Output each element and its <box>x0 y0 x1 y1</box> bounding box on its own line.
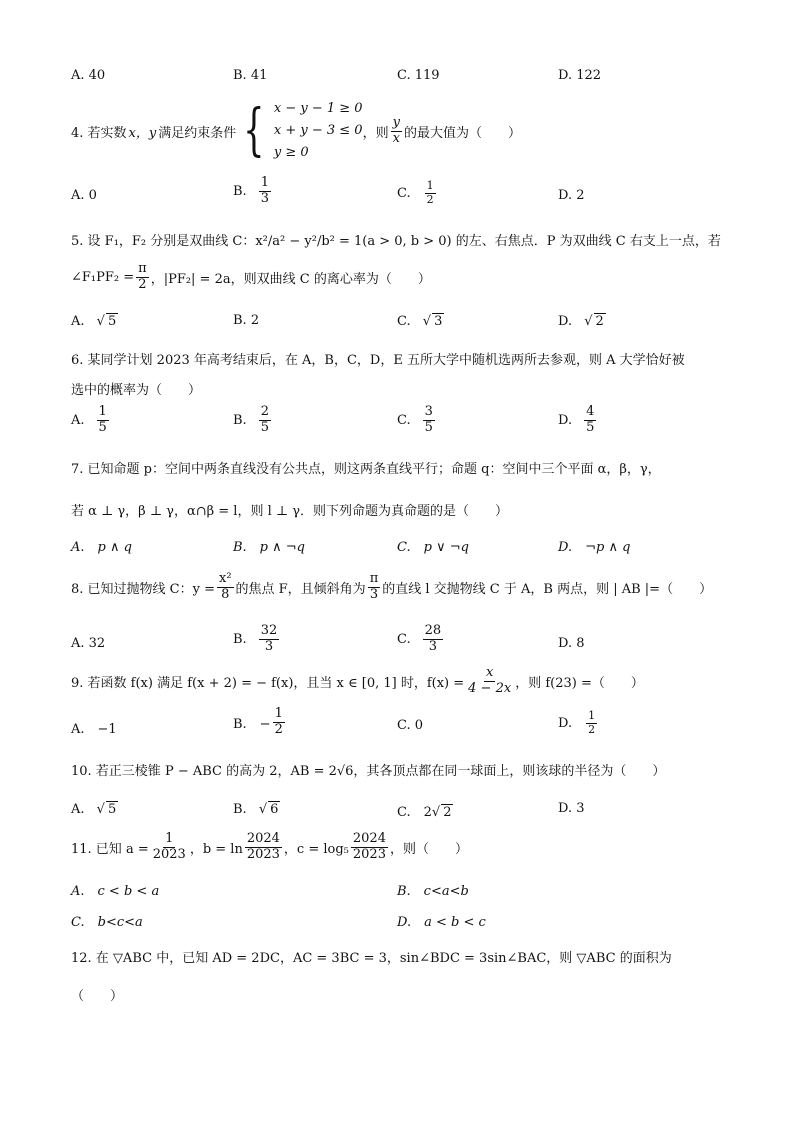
q8-option-b-num: 32 <box>260 623 278 638</box>
q6-option-c-num: 3 <box>424 404 433 419</box>
q9-option-d-label: D. <box>558 715 573 731</box>
q3-option-c: C. 119 <box>397 68 440 83</box>
q10-option-c-label: C. 2 <box>397 805 432 820</box>
q9-option-b-label: B. − <box>233 716 271 732</box>
q8-frac2-num: π <box>369 571 379 586</box>
sqrt-icon: √ <box>96 802 105 817</box>
q9-option-b-num: 1 <box>274 706 283 721</box>
q7-option-b: B. p ∧ ¬q <box>233 540 306 555</box>
q10-option-a-val: 5 <box>107 802 117 817</box>
q5-line2-post: ，|PF₂| = 2a，则双曲线 C 的离心率为（ ） <box>150 271 431 287</box>
q4-frac-num: y <box>392 114 400 130</box>
brace-icon: { <box>243 98 265 163</box>
q7-option-a: A. p ∧ q <box>71 540 132 555</box>
q3-option-b: B. 41 <box>233 68 268 83</box>
q11-stem-pre: 11. 已知 a = <box>71 841 149 857</box>
q6-option-b-num: 2 <box>260 404 269 419</box>
q5-option-d-val: 2 <box>595 314 604 329</box>
q11-option-d: D. a < b < c <box>397 915 486 930</box>
q6-option-d-label: D. <box>558 412 573 428</box>
q5-angle: ∠F₁PF₂ = <box>71 269 135 285</box>
q8-option-b <box>233 624 281 655</box>
q3-option-d: D. 122 <box>558 68 602 83</box>
q7-line2: 若 α ⊥ γ，β ⊥ γ，α∩β = l，则 l ⊥ γ．则下列命题为真命题的是（ ） <box>71 504 508 519</box>
q9-option-b-den: 2 <box>274 721 283 737</box>
q5-line2 <box>71 262 431 293</box>
q4-option-b-label: B. <box>233 183 247 199</box>
q6-option-c <box>397 405 437 436</box>
q8-stem-pre: 8. 已知过抛物线 C：y = <box>71 581 215 597</box>
q6-option-c-label: C. <box>397 412 411 428</box>
q4-option-b <box>233 176 273 207</box>
q9-option-d <box>558 710 599 736</box>
q4-fraction <box>391 116 402 147</box>
q6-option-d-num: 4 <box>586 404 595 419</box>
q5-option-c-label: C. <box>397 314 411 329</box>
q6-option-b-den: 5 <box>260 419 269 435</box>
q10-option-c <box>397 801 453 820</box>
q9-option-c: C. 0 <box>397 718 424 733</box>
q11-option-b: B. c<a<b <box>397 884 469 899</box>
q6-line2: 选中的概率为（ ） <box>71 383 202 398</box>
q5-option-d-label: D. <box>558 314 573 329</box>
q11-b-pre: ，b = ln <box>189 841 243 857</box>
q4-frac-den: x <box>392 130 400 146</box>
q8-option-c-num: 28 <box>424 623 442 638</box>
q4-vars: x，y <box>128 125 157 141</box>
q10-option-b-val: 6 <box>270 802 279 817</box>
q8-stem-post: 的直线 l 交抛物线 C 于 A，B 两点，则 | AB |=（ ） <box>382 581 713 597</box>
q4-stem-post1: ，则 <box>362 125 389 141</box>
q8-frac-den: 8 <box>221 586 230 602</box>
q5-option-b: B. 2 <box>233 313 260 328</box>
q8-option-a: A. 32 <box>71 636 106 651</box>
q4-stem-post2: 的最大值为（ ） <box>403 125 521 141</box>
q9-frac-num: x <box>486 665 494 680</box>
q6-option-a-den: 5 <box>98 419 107 435</box>
q8-frac-num: x² <box>218 571 232 586</box>
q9-stem-pre: 9. 若函数 f(x) 满足 f(x + 2) = − f(x)，且当 x ∈ [0, 1] 时，f(x) = <box>71 675 465 691</box>
q9-option-a: A. −1 <box>71 722 117 737</box>
q10-option-d: D. 3 <box>558 801 585 816</box>
q4-stem-mid: 满足约束条件 <box>158 125 237 141</box>
sqrt-icon: √ <box>422 314 432 329</box>
q8-option-b-den: 3 <box>264 638 274 654</box>
q6-option-b-label: B. <box>233 412 247 428</box>
sqrt-icon: √ <box>96 314 105 329</box>
q11-b-den: 2023 <box>246 846 280 862</box>
q6-option-c-den: 5 <box>424 419 433 435</box>
q9-stem-post: ，则 f(23) =（ ） <box>515 675 644 691</box>
sqrt-icon: √ <box>258 802 268 817</box>
q4-option-c-den: 2 <box>426 192 434 206</box>
q6-option-a <box>71 405 111 436</box>
q10-option-b <box>233 801 280 817</box>
q5-option-a <box>71 313 118 329</box>
q9-stem <box>71 666 644 697</box>
q5-option-d <box>558 313 606 329</box>
q11-b-num: 2024 <box>246 831 280 846</box>
q11-c-num: 2024 <box>352 831 386 846</box>
q8-option-c-den: 3 <box>428 638 438 654</box>
q10-option-a-label: A. <box>71 802 85 817</box>
q6-line1: 6. 某同学计划 2023 年高考结束后，在 A，B，C，D，E 五所大学中随机选两所去参观，则 A 大学恰好被 <box>71 353 685 368</box>
q4-option-c <box>397 180 438 206</box>
sqrt-icon: √ <box>584 314 593 329</box>
q5-option-a-val: 5 <box>107 314 117 329</box>
q4-constraint-1: x − y − 1 ≥ 0 <box>273 101 363 116</box>
q11-stem <box>71 832 468 863</box>
q8-option-c-label: C. <box>397 631 411 647</box>
q4-option-d: D. 2 <box>558 188 585 203</box>
sqrt-icon: √ <box>431 805 441 820</box>
q8-stem <box>71 572 712 603</box>
q4-constraint-2: x + y − 3 ≤ 0 <box>273 123 363 138</box>
q4-constraint-3: y ≥ 0 <box>273 145 309 160</box>
q11-stem-post: ，则（ ） <box>389 841 468 857</box>
q9-option-b <box>233 707 287 738</box>
q10-stem: 10. 若正三棱锥 P − ABC 的高为 2，AB = 2√6，其各顶点都在同一球面上，则该球的半径为（ ） <box>71 764 666 779</box>
q4-constraint-system <box>236 98 362 164</box>
q4-option-b-den: 3 <box>260 190 269 206</box>
q9-option-d-den: 2 <box>588 722 596 736</box>
q7-option-d: D. ¬p ∧ q <box>558 540 631 555</box>
q6-option-b <box>233 405 273 436</box>
q9-frac-den: 4 − 2x <box>468 680 512 696</box>
q11-a-num: 1 <box>165 831 174 846</box>
q4-stem <box>71 98 521 164</box>
q5-line1: 5. 设 F₁，F₂ 分别是双曲线 C：x²/a² − y²/b² = 1(a > 0, b > 0) 的左、右焦点．P 为双曲线 C 右支上一点，若 <box>71 234 721 249</box>
q4-option-c-label: C. <box>397 185 411 201</box>
q11-option-a: A. c < b < a <box>71 884 160 899</box>
q11-option-c: C. b<c<a <box>71 915 143 930</box>
q8-frac2-den: 3 <box>369 586 379 602</box>
q5-option-a-label: A. <box>71 314 85 329</box>
q10-option-c-val: 2 <box>443 805 452 820</box>
q8-option-b-label: B. <box>233 631 247 647</box>
q6-option-a-label: A. <box>71 412 85 428</box>
q6-option-d <box>558 405 598 436</box>
q5-option-c-val: 3 <box>434 314 443 329</box>
q9-option-d-num: 1 <box>588 709 596 722</box>
q11-a-den: 2023 <box>152 846 186 862</box>
q10-option-b-label: B. <box>233 802 247 817</box>
q11-c-pre: ，c = log₅ <box>283 841 349 857</box>
q12-line1: 12. 在 ▽ABC 中，已知 AD = 2DC，AC = 3BC = 3，sin∠BDC = 3sin∠BAC，则 ▽ABC 的面积为 <box>71 951 672 966</box>
q5-option-c <box>397 313 444 329</box>
q12-line2: （ ） <box>71 989 124 1004</box>
q3-option-a: A. 40 <box>71 68 106 83</box>
q6-option-a-num: 1 <box>98 404 107 419</box>
q8-option-c <box>397 624 445 655</box>
q7-line1: 7. 已知命题 p：空间中两条直线没有公共点，则这两条直线平行；命题 q：空间中三个平面 α，β，γ， <box>71 462 661 477</box>
q8-stem-mid: 的焦点 F，且倾斜角为 <box>235 581 366 597</box>
q11-c-den: 2023 <box>352 846 386 862</box>
q5-frac-den: 2 <box>138 276 147 292</box>
q4-stem-pre: 4. 若实数 <box>71 125 127 141</box>
q5-frac-num: π <box>138 261 147 276</box>
q7-option-c: C. p ∨ ¬q <box>397 540 469 555</box>
q10-option-a <box>71 801 118 817</box>
q4-option-b-num: 1 <box>260 175 269 190</box>
q4-option-c-num: 1 <box>426 179 434 192</box>
q6-option-d-den: 5 <box>586 419 595 435</box>
q8-option-d: D. 8 <box>558 636 585 651</box>
q4-option-a: A. 0 <box>71 188 97 203</box>
